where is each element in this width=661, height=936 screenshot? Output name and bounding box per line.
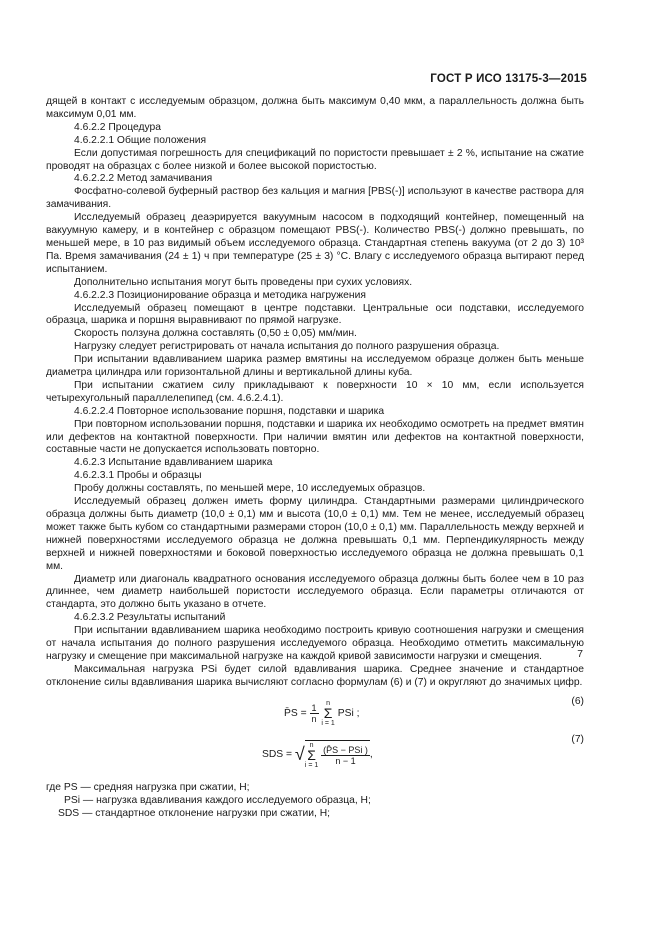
eq6-coef-den: n — [311, 713, 317, 724]
paragraph: Исследуемый образец помещают в центре подставки. Центральные оси подставки, исследуемого образца, шарика и поршня выравнивают по прямой нагрузке. — [46, 302, 584, 327]
eq6-coefficient — [310, 703, 319, 724]
legend-description: — нагрузка вдавливания каждого исследуемого образца, Н; — [82, 794, 371, 806]
document-header: ГОСТ Р ИСО 13175-3—2015 — [430, 73, 587, 85]
legend-description: — средняя нагрузка при сжатии, Н; — [80, 781, 250, 793]
document-body — [46, 96, 584, 820]
paragraph: При испытании сжатием силу прикладывают к поверхности 10 × 10 мм, если используется четырехугольный параллелепипед (см. 4.6.2.4.1). — [46, 379, 584, 404]
equation-6 — [46, 696, 584, 734]
paragraph: Если допустимая погрешность для спецификаций по пористости превышает ± 2 %, испытание на сжатие проводят на образцах с более низкой и более высокой пористостью. — [46, 147, 584, 172]
paragraph: При испытании вдавливанием шарика размер вмятины на исследуемом образце должен быть меньше диаметра цилиндра или горизонтальной длины и вертикальной длины куба. — [46, 354, 584, 379]
paragraph: 4.6.2.2.1 Общие положения — [74, 134, 207, 146]
paragraph: дящей в контакт с исследуемым образцом, должна быть максимум 0,40 мкм, а параллельность должна быть максимум 0,01 мм. — [46, 96, 584, 120]
legend-symbol: PSi — [64, 794, 81, 806]
paragraph: Нагрузку следует регистрировать от начала испытания до полного разрушения образца. — [74, 341, 500, 353]
eq6-term: PSi ; — [337, 707, 360, 719]
paragraph: 4.6.2.2 Процедура — [74, 121, 161, 133]
legend-row — [46, 808, 584, 821]
eq7-tail: , — [369, 748, 373, 760]
paragraph: Фосфатно-солевой буферный раствор без кальция и магния [PBS(-)] используют в качестве раствора для замачивания. — [46, 186, 584, 211]
paragraph: Диаметр или диагональ квадратного основания исследуемого образца должны быть более чем в 10 раз длиннее, чем диаметр наибольшей пористости исследуемого образца. Если параметры отличаются от стандарта, это должно быть указано в отчете. — [46, 573, 584, 611]
eq7-number: (7) — [571, 733, 584, 745]
eq6-coef-num: 1 — [311, 702, 317, 713]
paragraphs — [46, 96, 584, 690]
legend-row — [46, 795, 584, 808]
symbol-legend — [46, 782, 584, 821]
paragraph: 4.6.2.2.2 Метод замачивания — [74, 173, 213, 185]
legend-description: — стандартное отклонение нагрузки при сжатии, Н; — [82, 807, 331, 819]
sigma-icon: Σ — [307, 746, 316, 763]
paragraph: 4.6.2.2.4 Повторное использование поршня, подставки и шарика — [74, 405, 385, 417]
eq6-sum-top: n — [326, 699, 331, 707]
equation-7 — [46, 734, 584, 776]
eq7-fraction — [321, 745, 370, 766]
paragraph: 4.6.2.3.2 Результаты испытаний — [74, 612, 226, 624]
eq7-frac-den: n − 1 — [335, 755, 356, 766]
eq7-sum-top: n — [309, 741, 314, 749]
paragraph: Максимальная нагрузка PSi будет силой вдавливания шарика. Среднее значение и стандартное отклонение силы вдавливания шарика вычисляют согласно формулам (6) и (7) и округляют до значимых цифр. — [46, 663, 584, 688]
eq6-lhs: P̄S = — [284, 707, 307, 719]
eq6-sum-bottom: i = 1 — [321, 719, 335, 727]
page-number: 7 — [577, 649, 583, 660]
paragraph: При испытании вдавливанием шарика необходимо построить кривую соотношения нагрузки и смещения от начала испытания до полного разрушения исследуемого образца. Необходимо отметить максимальную нагрузку и смещение при максимальной нагрузке на каждой кривой зависимости нагрузки и смещения. — [46, 625, 584, 662]
eq6-sum — [321, 700, 334, 727]
eq6-number: (6) — [571, 695, 584, 707]
eq7-sum-bottom: i = 1 — [304, 761, 319, 769]
legend-symbol: где PS — [46, 781, 78, 793]
paragraph: 4.6.2.3 Испытание вдавливанием шарика — [74, 457, 273, 469]
paragraph: Исследуемый образец деаэрируется вакуумным насосом в подходящий контейнер, помещенный на вакуумную камеру, и в контейнер с образцом помещают PBS(-). Количество PBS(-) должно превышать, по меньшей мере, в 10 раз видимый объем исследуемого образца. Стандартная степень вакуума (от 2 до 3) 10³ Па. Время замачивания (24 ± 1) ч при температуре (25 ± 3) °C. Влагу с исследуемого образца вытирают перед испытанием. — [46, 212, 584, 275]
paragraph: Пробу должны составлять, по меньшей мере, 10 исследуемых образцов. — [74, 483, 426, 495]
paragraph: При повторном использовании поршня, подставки и шарика их необходимо осмотреть на предмет вмятин или дефектов на контактной поверхности. При наличии вмятин или дефектов на контактной поверхности, составные части не допускается использовать повторно. — [46, 418, 584, 456]
paragraph: Исследуемый образец должен иметь форму цилиндра. Стандартными размерами цилиндрического образца должны быть диаметр (10,0 ± 0,1) мм и высота (10,0 ± 0,1) мм. Тем не менее, исследуемый образец может также быть кубом со стандартными размерами сторон (10,0 ± 0,1) мм. Параллельность между верхней и нижней поверхностями исследуемого образца не должна превышать 0,1 мм. Перпендикулярность между верхней и нижней поверхностями и боковой поверхностью исследуемого образца не должна превышать 0,1 мм. — [46, 496, 584, 572]
sqrt-icon: √ — [294, 743, 305, 764]
legend-symbol: SDS — [58, 807, 80, 819]
paragraph: 4.6.2.3.1 Пробы и образцы — [74, 470, 202, 482]
eq7-lhs: SDS = — [262, 748, 293, 760]
eq7-frac-num: (P̄S − PSi ) — [323, 744, 368, 755]
legend-row — [46, 782, 584, 795]
eq7-sum — [305, 742, 318, 769]
paragraph: Скорость ползуна должна составлять (0,50 ± 0,05) мм/мин. — [74, 328, 357, 340]
paragraph: 4.6.2.2.3 Позиционирование образца и методика нагружения — [74, 289, 366, 301]
sigma-icon: Σ — [323, 704, 333, 721]
paragraph: Дополнительно испытания могут быть проведены при сухих условиях. — [74, 276, 413, 288]
